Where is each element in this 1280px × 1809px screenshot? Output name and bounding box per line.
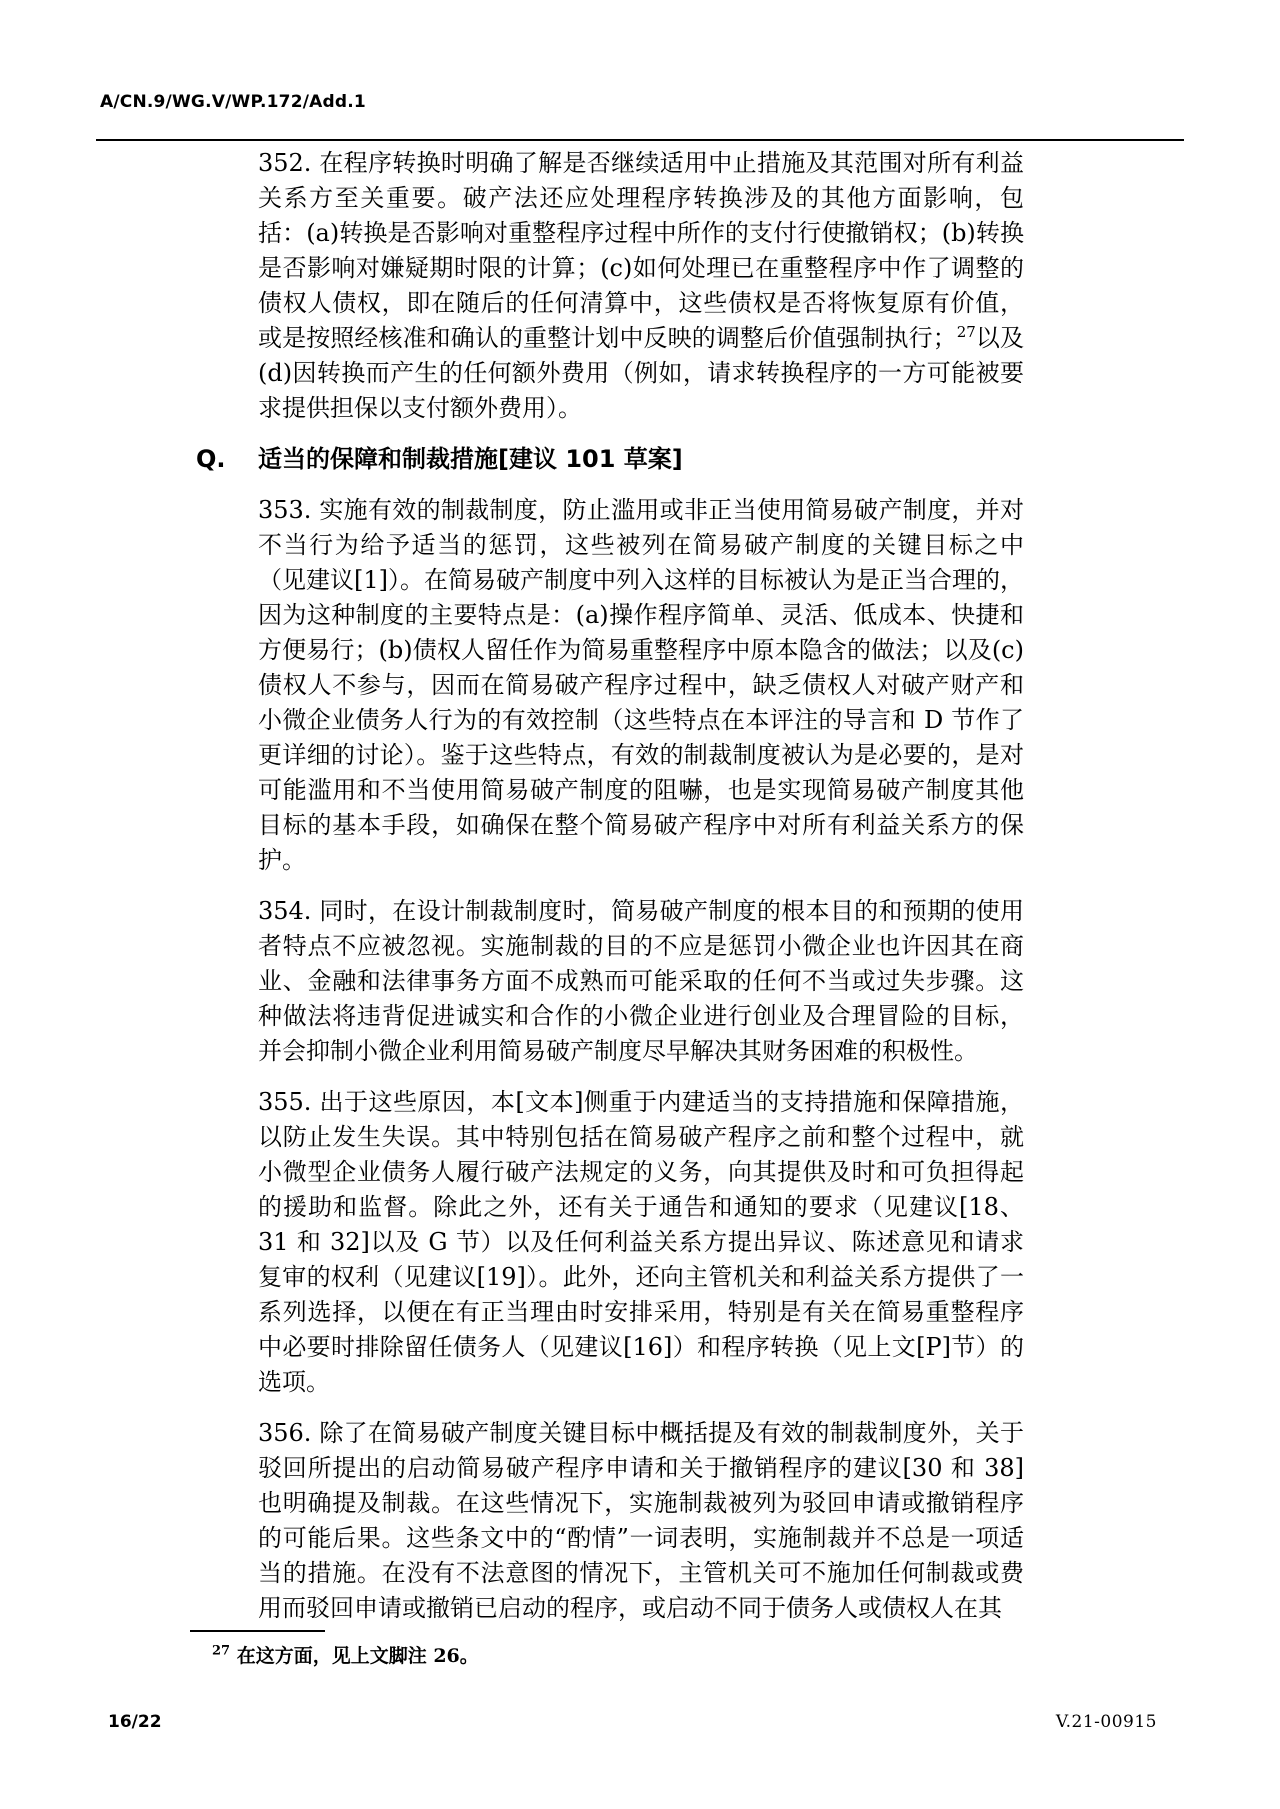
paragraph-356: 356. 除了在简易破产制度关键目标中概括提及有效的制裁制度外，关于驳回所提出的启动简易破产程序申请和关于撤销程序的建议[30 和 38]也明确提及制裁。在这些情况下，实施制裁被列为驳回申请或撤销程序的可能后果。这些条文中的“酌情”一词表明，实施制裁并不总是一项适当的措施。在没有不法意图的情况下，主管机关可不施加任何制裁或费用而驳回申请或撤销已启动的程序，或启动不同于债务人或债权人在其 [258,1419,1024,1622]
paragraph-352-text-before: 352. 在程序转换时明确了解是否继续适用中止措施及其范围对所有利益关系方至关重要。破产法还应处理程序转换涉及的其他方面影响，包括：(a)转换是否影响对重整程序过程中所作的支付行使撤销权；(b)转换是否影响对嫌疑期时限的计算；(c)如何处理已在重整程序中作了调整的债权人债权，即在随后的任何清算中，这些债权是否将恢复原有价值，或是按照经核准和确认的重整计划中反映的调整后价值强制执行； [258,149,1024,352]
paragraph-352-text-after: 以及(d)因转换而产生的任何额外费用（例如，请求转换程序的一方可能被要求提供担保以支付额外费用）。 [258,324,1025,422]
paragraph-352 [258,146,1024,426]
footnote-27 [190,1642,1030,1670]
footnote-27-marker: 27 [212,1643,231,1659]
footnote-27-text: 在这方面，见上文脚注 26。 [236,1645,479,1667]
paragraph-355: 355. 出于这些原因，本[文本]侧重于内建适当的支持措施和保障措施，以防止发生失误。其中特别包括在简易破产程序之前和整个过程中，就小微型企业债务人履行破产法规定的义务，向其提供及时和可负担得起的援助和监督。除此之外，还有关于通告和通知的要求（见建议[18、31 和 32]以及 G 节）以及任何利益关系方提出异议、陈述意见和请求复审的权利（见建议[19]）。此外，还向主管机关和利益关系方提供了一系列选择，以便在有正当理由时安排采用，特别是有关在简易重整程序中必要时排除留任债务人（见建议[16]）和程序转换（见上文[P]节）的选项。 [258,1088,1024,1396]
document-body [196,140,1025,1642]
footnote-divider [190,1630,325,1632]
section-q-label: Q. [196,445,226,473]
doc-symbol: A/CN.9/WG.V/WP.172/Add.1 [100,92,366,112]
page-number: 16/22 [108,1712,162,1732]
paragraph-354: 354. 同时，在设计制裁制度时，简易破产制度的根本目的和预期的使用者特点不应被忽视。实施制裁的目的不应是惩罚小微企业也许因其在商业、金融和法律事务方面不成熟而可能采取的任何不当或过失步骤。这种做法将违背促进诚实和合作的小微企业进行创业及合理冒险的目标，并会抑制小微企业利用简易破产制度尽早解决其财务困难的积极性。 [258,897,1024,1065]
paragraph-353: 353. 实施有效的制裁制度，防止滥用或非正当使用简易破产制度，并对不当行为给予适当的惩罚，这些被列在简易破产制度的关键目标之中（见建议[1]）。在简易破产制度中列入这样的目标被认为是正当合理的，因为这种制度的主要特点是：(a)操作程序简单、灵活、低成本、快捷和方便易行；(b)债权人留任作为简易重整程序中原本隐含的做法；以及(c)债权人不参与，因而在简易破产程序过程中，缺乏债权人对破产财产和小微企业债务人行为的有效控制（这些特点在本评注的导言和 D 节作了更详细的讨论）。鉴于这些特点，有效的制裁制度被认为是必要的，是对可能滥用和不当使用简易破产制度的阻嚇，也是实现简易破产制度其他目标的基本手段，如确保在整个简易破产程序中对所有利益关系方的保护。 [258,496,1024,874]
footnote-ref-27: 27 [956,323,976,341]
document-header [100,92,366,112]
document-number: V.21-00915 [1055,1712,1157,1732]
section-q-heading [196,442,1024,477]
footnote-area [190,1630,1030,1670]
page-footer [96,1712,1184,1742]
section-q-title: 适当的保障和制裁措施[建议 101 草案] [258,445,683,473]
